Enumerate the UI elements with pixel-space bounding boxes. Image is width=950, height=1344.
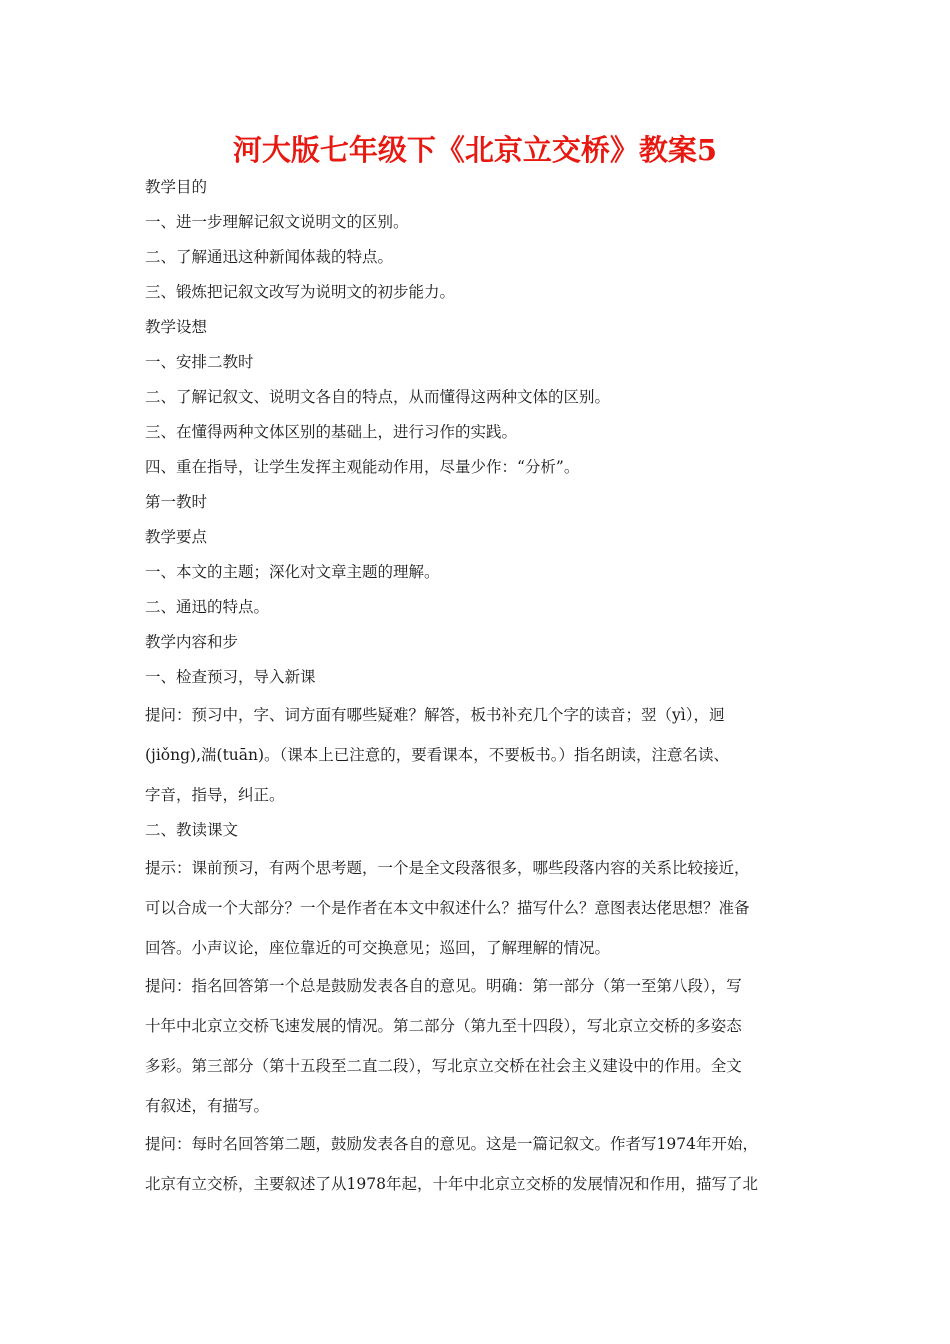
section-heading: 教学设想 [145, 318, 208, 336]
text-line: 一、本文的主题；深化对文章主题的理解。 [145, 563, 440, 581]
section-heading: 教学内容和步 [145, 633, 239, 651]
paragraph-line: 提示：课前预习，有两个思考题，一个是全文段落很多，哪些段落内容的关系比较接近， [145, 859, 750, 877]
document-title: 河大版七年级下《北京立交桥》教案5 [232, 133, 718, 167]
text-line: 三、锻炼把记叙文改写为说明文的初步能力。 [145, 283, 456, 301]
section-heading: 教学目的 [145, 178, 208, 196]
section-heading: 教学要点 [145, 528, 208, 546]
paragraph-line: 十年中北京立交桥飞速发展的情况。第二部分（第九至十四段），写北京立交桥的多姿态 [145, 1017, 742, 1035]
paragraph-line: 提问：预习中，字、词方面有哪些疑难？解答，板书补充几个字的读音；翌（yì），迥 [145, 706, 725, 724]
text-line: 三、在懂得两种文体区别的基础上，进行习作的实践。 [145, 423, 518, 441]
paragraph-line: 字音，指导，纠正。 [145, 786, 285, 804]
section-heading: 第一教时 [145, 493, 208, 511]
text-line: 四、重在指导，让学生发挥主观能动作用，尽量少作：“分析”。 [145, 458, 580, 476]
paragraph-line: 提问：每时名回答第二题，鼓励发表各自的意见。这是一篇记叙文。作者写1974年开始， [145, 1135, 758, 1153]
text-line: 二、通迅的特点。 [145, 598, 270, 616]
paragraph-line: 可以合成一个大部分？一个是作者在本文中叙述什么？描写什么？意图表达佬思想？准备 [145, 899, 750, 917]
paragraph-question-one [145, 966, 810, 1124]
paragraph-question-two [145, 1124, 810, 1204]
paragraph-line: (jiǒng),湍(tuān)。（课本上已注意的，要看课本，不要板书。）指名朗读，注意名读、 [145, 746, 730, 764]
paragraph-line: 多彩。第三部分（第十五段至二直二段），写北京立交桥在社会主义建设中的作用。全文 [145, 1057, 742, 1075]
section-heading: 二、教读课文 [145, 821, 239, 839]
text-line: 一、检查预习，导入新课 [145, 668, 316, 686]
paragraph-teaching-hint [145, 848, 810, 966]
text-line: 二、了解通迅这种新闻体裁的特点。 [145, 248, 394, 266]
text-line: 二、了解记叙文、说明文各自的特点，从而懂得这两种文体的区别。 [145, 388, 611, 406]
text-line: 一、安排二教时 [145, 353, 254, 371]
paragraph-line: 提问：指名回答第一个总是鼓励发表各自的意见。明确：第一部分（第一至第八段），写 [145, 977, 742, 995]
paragraph-line: 回答。小声议论，座位靠近的可交换意见；巡回，了解理解的情况。 [145, 939, 611, 957]
document-body [145, 170, 810, 1204]
paragraph-line: 北京有立交桥，主要叙述了从1978年起，十年中北京立交桥的发展情况和作用，描写了北 [145, 1175, 758, 1193]
text-line: 一、进一步理解记叙文说明文的区别。 [145, 213, 409, 231]
paragraph-preview-check [145, 695, 810, 813]
paragraph-line: 有叙述，有描写。 [145, 1097, 270, 1115]
